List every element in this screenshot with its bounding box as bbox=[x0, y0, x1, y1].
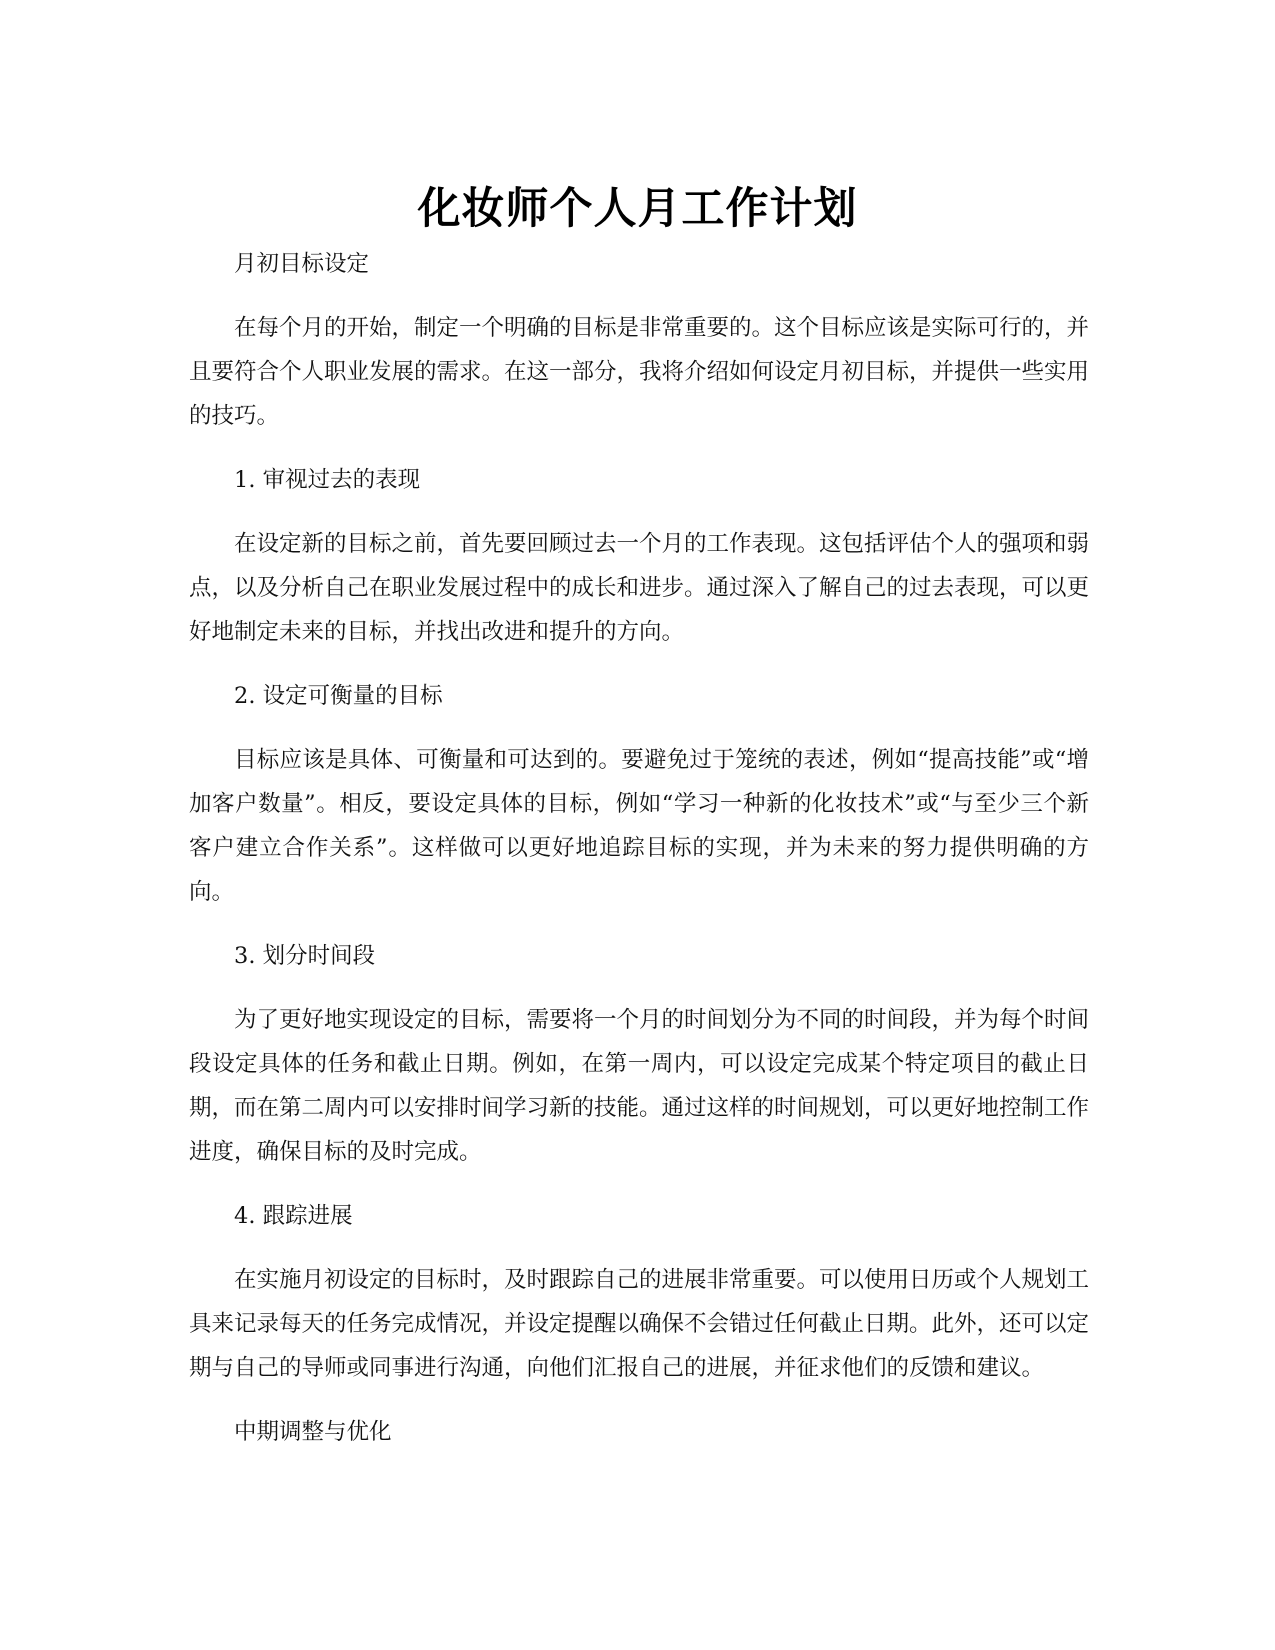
paragraph-measurable-goals: 目标应该是具体、可衡量和可达到的。要避免过于笼统的表述，例如“提高技能”或“增加客户数量”。相反，要设定具体的目标，例如“学习一种新的化妆技术”或“与至少三个新客户建立合作关系”。这样做可以更好地追踪目标的实现，并为未来的努力提供明确的方向。 bbox=[189, 747, 1089, 905]
paragraph-review-past: 在设定新的目标之前，首先要回顾过去一个月的工作表现。这包括评估个人的强项和弱点，以及分析自己在职业发展过程中的成长和进步。通过深入了解自己的过去表现，可以更好地制定未来的目标，并找出改进和提升的方向。 bbox=[189, 531, 1090, 645]
paragraph-intro: 在每个月的开始，制定一个明确的目标是非常重要的。这个目标应该是实际可行的，并且要符合个人职业发展的需求。在这一部分，我将介绍如何设定月初目标，并提供一些实用的技巧。 bbox=[189, 315, 1090, 429]
document-title: 化妆师个人月工作计划 bbox=[417, 183, 858, 234]
section-heading-monthly-goals: 月初目标设定 bbox=[234, 251, 370, 277]
item-heading-track-progress: 4. 跟踪进展 bbox=[234, 1203, 353, 1229]
item-heading-time-periods: 3. 划分时间段 bbox=[234, 943, 376, 969]
paragraph-track-progress: 在实施月初设定的目标时，及时跟踪自己的进展非常重要。可以使用日历或个人规划工具来记录每天的任务完成情况，并设定提醒以确保不会错过任何截止日期。此外，还可以定期与自己的导师或同事进行沟通，向他们汇报自己的进展，并征求他们的反馈和建议。 bbox=[189, 1267, 1090, 1381]
paragraph-time-periods: 为了更好地实现设定的目标，需要将一个月的时间划分为不同的时间段，并为每个时间段设定具体的任务和截止日期。例如，在第一周内，可以设定完成某个特定项目的截止日期，而在第二周内可以安排时间学习新的技能。通过这样的时间规划，可以更好地控制工作进度，确保目标的及时完成。 bbox=[189, 1007, 1090, 1165]
item-heading-measurable-goals: 2. 设定可衡量的目标 bbox=[234, 683, 443, 709]
document-body bbox=[189, 242, 1089, 1474]
section-heading-midterm-adjustment: 中期调整与优化 bbox=[234, 1419, 392, 1445]
item-heading-review-past: 1. 审视过去的表现 bbox=[234, 467, 421, 493]
